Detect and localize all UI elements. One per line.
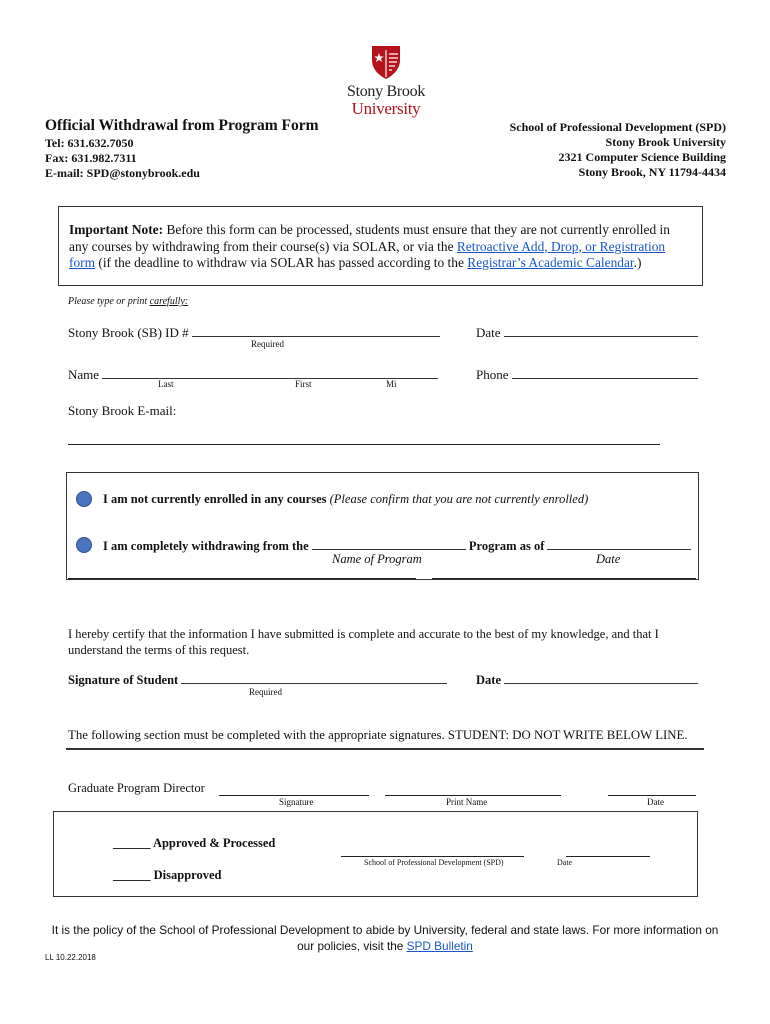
gpd-signature-caption: Signature xyxy=(279,797,314,807)
email-label: Stony Brook E-mail: xyxy=(68,403,177,418)
program-as-of-text: Program as of xyxy=(468,539,545,553)
logo-wordmark-line1: Stony Brook xyxy=(346,83,426,100)
spd-date-caption: Date xyxy=(557,858,573,867)
instructions-emphasis: carefully: xyxy=(149,296,189,307)
withdrawing-radio[interactable] xyxy=(76,537,92,553)
phone-input[interactable] xyxy=(512,365,698,379)
email-input[interactable] xyxy=(68,432,660,445)
university-logo xyxy=(340,44,432,117)
sbid-label: Stony Brook (SB) ID # xyxy=(68,325,189,340)
phone-row xyxy=(476,365,698,383)
address-block xyxy=(510,120,726,180)
note-text-2: (if the deadline to withdraw via SOLAR has passed according to the xyxy=(95,255,468,270)
do-not-write-rule xyxy=(66,748,704,750)
academic-calendar-link[interactable]: Registrar’s Academic Calendar xyxy=(467,255,634,270)
retroactive-form-link[interactable]: Retroactive Add, Drop, or Registration form xyxy=(69,238,666,270)
policy-statement xyxy=(0,922,770,954)
not-enrolled-radio[interactable] xyxy=(76,491,92,507)
certify-date-label: Date xyxy=(476,673,501,687)
confirm-rule-left xyxy=(68,570,416,579)
shield-logo-icon xyxy=(368,44,404,80)
not-enrolled-note: (Please confirm that you are not currently enrolled) xyxy=(326,492,589,506)
tel-text: Tel: 631.632.7050 xyxy=(45,136,134,150)
city-address: Stony Brook, NY 11794-4434 xyxy=(578,165,726,179)
spd-caption: School of Professional Development (SPD) xyxy=(364,858,504,867)
form-code: LL 10.22.2018 xyxy=(45,953,96,962)
signature-input[interactable] xyxy=(181,672,447,684)
first-caption: First xyxy=(295,379,312,389)
gpd-date-caption: Date xyxy=(647,797,664,807)
gpd-signature-input[interactable] xyxy=(219,784,369,796)
fax-text: Fax: 631.982.7311 xyxy=(45,151,137,165)
not-enrolled-text: I am not currently enrolled in any courses xyxy=(103,492,327,506)
email-text: E-mail: SPD@stonybrook.edu xyxy=(45,166,200,180)
program-date-caption: Date xyxy=(596,552,621,566)
gpd-print-name-input[interactable] xyxy=(385,784,561,796)
instructions-prefix: Please type or print xyxy=(68,296,150,307)
spd-date-input[interactable] xyxy=(566,846,650,857)
certify-date-input[interactable] xyxy=(504,672,698,684)
gpd-print-name-caption: Print Name xyxy=(446,797,488,807)
name-row xyxy=(68,365,438,383)
spd-signature-input[interactable] xyxy=(341,846,524,857)
policy-line-1: It is the policy of the School of Professional Development to abide by University, federal and state laws. For more information on xyxy=(51,923,719,937)
spd-bulletin-link[interactable]: SPD Bulletin xyxy=(406,939,473,953)
program-name-caption: Name of Program xyxy=(332,552,422,566)
logo-wordmark-line2: University xyxy=(351,99,421,118)
sbid-input[interactable] xyxy=(192,323,440,337)
signature-row xyxy=(68,672,447,688)
note-label: Important Note: xyxy=(69,222,164,237)
note-text-1: Before this form can be processed, students must ensure that they are not currently enrolled in any courses by withdrawing from their course(s) via SOLAR, or via the xyxy=(69,222,670,254)
note-text-3: .) xyxy=(633,255,642,270)
not-enrolled-option xyxy=(103,492,588,507)
approved-blank[interactable]: ______ xyxy=(113,836,151,850)
confirm-rule-right xyxy=(432,570,696,579)
signature-label: Signature of Student xyxy=(68,673,179,687)
program-date-input[interactable] xyxy=(547,538,691,550)
certify-date-row xyxy=(476,672,698,688)
date-row xyxy=(476,323,698,341)
name-label: Name xyxy=(68,367,100,382)
building-address: 2321 Computer Science Building xyxy=(558,150,726,164)
approved-label: Approved & Processed xyxy=(152,836,276,850)
policy-line-2-text: our policies, visit the xyxy=(297,939,407,953)
certification-text: I hereby certify that the information I have submitted is complete and accurate to the best of my knowledge, and that I understand the terms of this request. xyxy=(68,627,659,657)
signature-required: Required xyxy=(249,687,282,697)
policy-line-2 xyxy=(0,938,770,954)
disapproved-blank[interactable]: ______ xyxy=(113,868,151,882)
date-input[interactable] xyxy=(504,323,698,337)
date-label: Date xyxy=(476,325,501,340)
school-name: School of Professional Development (SPD) xyxy=(509,120,726,134)
disapproved-row xyxy=(113,868,221,883)
sbid-required: Required xyxy=(251,339,284,349)
contact-block xyxy=(45,118,319,181)
name-input[interactable] xyxy=(102,365,438,379)
gpd-date-input[interactable] xyxy=(608,784,696,796)
disapproved-label: Disapproved xyxy=(153,868,222,882)
phone-label: Phone xyxy=(476,367,509,382)
important-note-box xyxy=(58,206,703,286)
gpd-label: Graduate Program Director xyxy=(68,781,205,795)
form-title: Official Withdrawal from Program Form xyxy=(45,117,319,134)
last-caption: Last xyxy=(158,379,174,389)
instructions xyxy=(68,296,188,307)
mi-caption: Mi xyxy=(386,379,397,389)
withdrawing-text: I am completely withdrawing from the xyxy=(103,539,309,553)
program-name-input[interactable] xyxy=(312,538,466,550)
office-instruction: The following section must be completed with the appropriate signatures. STUDENT: DO NOT WRITE BELOW LINE. xyxy=(68,728,688,742)
approved-row xyxy=(113,836,275,851)
university-name: Stony Brook University xyxy=(605,135,726,149)
